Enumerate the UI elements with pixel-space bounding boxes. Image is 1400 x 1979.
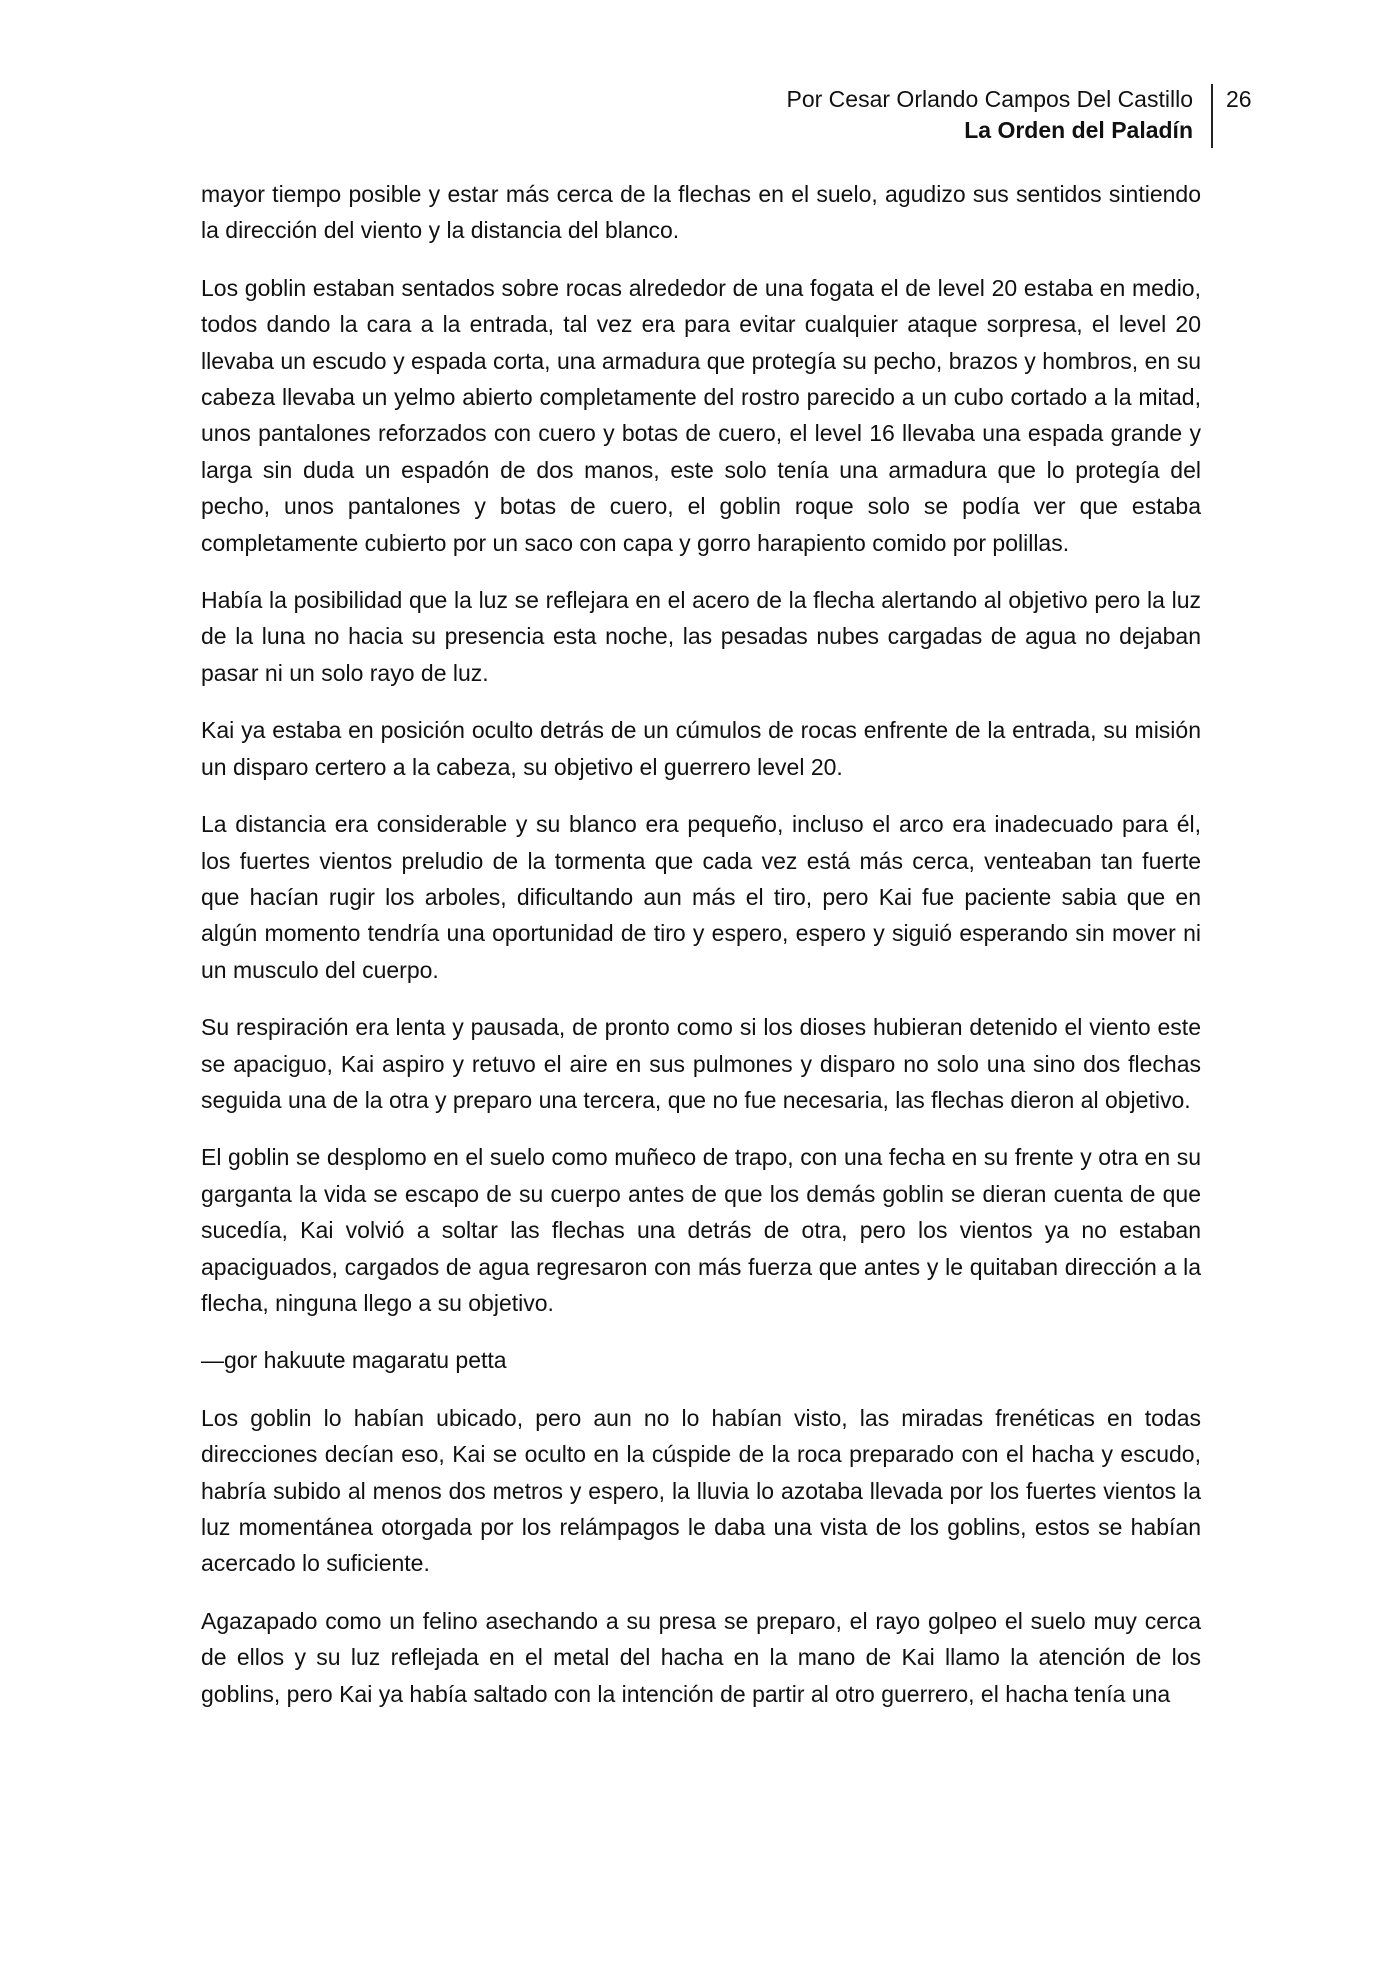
paragraph-7: El goblin se desplomo en el suelo como muñeco de trapo, con una fecha en su frente y otra en su garganta la vida se escapo de su cuerpo antes de que los demás goblin se dieran cuenta de que sucedía, Kai volvió a soltar las flechas una detrás de otra, pero los vientos ya no estaban apaciguados, cargados de agua regresaron con más fuerza que antes y le quitaban dirección a la flecha, ninguna llego a su objetivo. — [201, 1144, 1201, 1316]
paragraph-2: Los goblin estaban sentados sobre rocas alrededor de una fogata el de level 20 estaba en medio, todos dando la cara a la entrada, tal vez era para evitar cualquier ataque sorpresa, el level 20 llevaba un escudo y espada corta, una armadura que protegía su pecho, brazos y hombros, en su cabeza llevaba un yelmo abierto completamente del rostro parecido a un cubo cortado a la mitad, unos pantalones reforzados con cuero y botas de cuero, el level 16 llevaba una espada grande y larga sin duda un espadón de dos manos, este solo tenía una armadura que lo protegía del pecho, unos pantalones y botas de cuero, el goblin roque solo se podía ver que estaba completamente cubierto por un saco con capa y gorro harapiento comido por polillas. — [201, 274, 1201, 556]
paragraph-5: La distancia era considerable y su blanco era pequeño, incluso el arco era inadecuado para él, los fuertes vientos preludio de la tormenta que cada vez está más cerca, venteaban tan fuerte que hacían rugir los arboles, dificultando aun más el tiro, pero Kai fue paciente sabia que en algún momento tendría una oportunidad de tiro y espero, espero y siguió esperando sin mover ni un musculo del cuerpo. — [201, 811, 1201, 983]
paragraph-6: Su respiración era lenta y pausada, de pronto como si los dioses hubieran detenido el viento este se apaciguo, Kai aspiro y retuvo el aire en sus pulmones y disparo no solo una sino dos flechas seguida una de la otra y preparo una tercera, que no fue necesaria, las flechas dieron al objetivo. — [201, 1014, 1201, 1113]
header-text — [787, 84, 1194, 146]
header-divider — [1211, 84, 1213, 148]
paragraph-10: Agazapado como un felino asechando a su presa se preparo, el rayo golpeo el suelo muy cerca de ellos y su luz reflejada en el metal del hacha en la mano de Kai llamo la atención de los goblins, pero Kai ya había saltado con la intención de partir al otro guerrero, el hacha tenía una — [201, 1607, 1201, 1707]
paragraph-3: Había la posibilidad que la luz se reflejara en el acero de la flecha alertando al objetivo pero la luz de la luna no hacia su presencia esta noche, las pesadas nubes cargadas de agua no dejaban pasar ni un solo rayo de luz. — [201, 587, 1201, 686]
paragraph-1: mayor tiempo posible y estar más cerca de la flechas en el suelo, agudizo sus sentidos sintiendo la dirección del viento y la distancia del blanco. — [201, 181, 1201, 244]
paragraph-9: Los goblin lo habían ubicado, pero aun no lo habían visto, las miradas frenéticas en todas direcciones decían eso, Kai se oculto en la cúspide de la roca preparado con el hacha y escudo, habría subido al menos dos metros y espero, la lluvia lo azotaba llevada por los fuertes vientos la luz momentánea otorgada por los relámpagos le daba una vista de los goblins, estos se habían acercado lo suficiente. — [201, 1404, 1201, 1577]
header-book-title: La Orden del Paladín — [964, 117, 1193, 143]
body-text — [201, 176, 1201, 1733]
paragraph-4: Kai ya estaba en posición oculto detrás de un cúmulos de rocas enfrente de la entrada, su misión un disparo certero a la cabeza, su objetivo el guerrero level 20. — [201, 717, 1201, 780]
dialogue-line: —gor hakuute magaratu petta — [201, 1347, 507, 1374]
page-number: 26 — [1226, 86, 1252, 112]
header-author: Por Cesar Orlando Campos Del Castillo — [786, 86, 1193, 112]
page-header — [513, 84, 1213, 150]
